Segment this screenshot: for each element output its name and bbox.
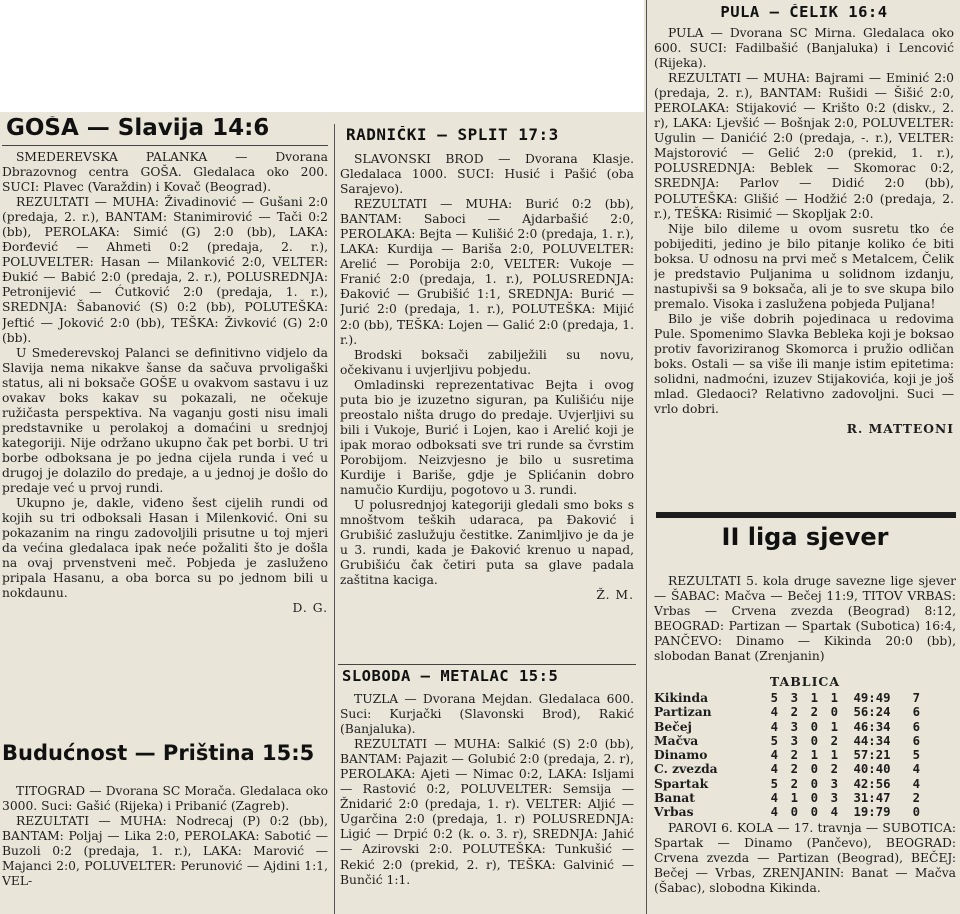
standings-row <box>654 734 926 748</box>
standings-goals: 31:47 <box>853 790 891 805</box>
sloboda-results: REZULTATI — MUHA: Salkić (S) 2:0 (bb), BANTAM: Pajazit — Golubić 2:0 (predaja, 2. r), PEROLAKA: Ajeti — Nimac 0:2, LAKA: Isljami — Rastović 0:2, POLUVELTER: Semsija — Žnidarić 2:0 (predaja, 1. r). VELTER: Aljić — Ugarčina 2:0 (predaja, 1. r) POLUSREDNJA: Ligić — Drpić 0:2 (k. o. 3. r), SREDNJA: Jahić — Azirovski 2:0. POLUTEŠKA: Tunkušić — Rekić 2:0 (prekid, 2. r), TEŠKA: Galvinić — Bunčić 1:1. <box>340 737 634 887</box>
standings-team: Bečej <box>654 718 692 734</box>
standings-pts: 6 <box>912 719 920 734</box>
standings-goals: 46:34 <box>853 719 891 734</box>
gosa-signature: D. G. <box>292 601 328 616</box>
standings-team: Mačva <box>654 732 699 748</box>
section-divider <box>656 512 956 518</box>
standings-d: 0 <box>810 776 818 791</box>
sloboda-venue: TUZLA — Dvorana Mejdan. Gledalaca 600. Suci: Kurjački (Slavonski Brod), Rakić (Banjaluka). <box>340 692 634 737</box>
standings-d: 0 <box>810 790 818 805</box>
standings-pts: 7 <box>912 691 920 706</box>
sloboda-headline: SLOBODA — METALAC 15:5 <box>342 668 559 685</box>
standings-w: 3 <box>790 691 798 706</box>
standings-l: 1 <box>830 691 838 706</box>
standings-row <box>654 805 926 819</box>
standings-goals: 49:49 <box>853 691 891 706</box>
standings-pts: 4 <box>912 762 920 777</box>
radnicki-results: REZULTATI — MUHA: Burić 0:2 (bb), BANTAM: Saboci — Ajdarbašić 2:0, PEROLAKA: Bejta — Kulišić 2:0 (predaja, 1. r.), LAKA: Kurdija — Bariša 2:0, POLUVELTER: Arelić — Porobija 2:0, VELTER: Vukoje — Franić 2:0 (predaja, 1. r.), POLUSREDNJA: Đaković — Grubišić 1:1, SREDNJA: Burić — Jurić 2:0 (predaja, 1. r.), POLUTEŠKA: Mijić 2:0 (bb), TEŠKA: Lojen — Galić 2:0 (predaja, 1. r.). <box>340 197 634 347</box>
buducnost-article <box>2 742 328 914</box>
radnicki-article <box>340 126 634 662</box>
gosa-headline: GOŠA — Slavija 14:6 <box>6 116 270 141</box>
standings-team: Kikinda <box>654 690 709 706</box>
standings-team: Spartak <box>654 775 709 791</box>
liga-headline: II liga sjever <box>721 524 889 551</box>
standings-team: Dinamo <box>654 747 708 763</box>
standings-table-title: TABLICA <box>769 674 841 690</box>
standings-row <box>654 762 926 776</box>
standings-w: 2 <box>790 705 798 720</box>
standings-pts: 0 <box>912 804 920 819</box>
standings-goals: 56:24 <box>853 705 891 720</box>
standings-l: 2 <box>830 762 838 777</box>
pula-headline: PULA — ČELIK 16:4 <box>720 4 888 21</box>
standings-p: 5 <box>770 776 778 791</box>
standings-pts: 4 <box>912 776 920 791</box>
standings-l: 4 <box>830 804 838 819</box>
gosa-results: REZULTATI — MUHA: Živadinović — Gušani 2:0 (predaja, 2. r.), BANTAM: Stanimirović — Tači 0:2 (bb), PEROLAKA: Simić (G) 2:0 (bb), LAKA: Đorđević — Ahmeti 0:2 (predaja, 2. r.), POLUVELTER: Hasan — Milanković 2:0, VELTER: Đukić — Babić 2:0 (predaja, 2. r.), POLUSREDNJA: Petronijević — Ćutković 2:0 (predaja, 1. r.), SREDNJA: Šabanović (S) 0:2 (bb), POLUTEŠKA: Jeftić — Joković 2:0 (bb), TEŠKA: Živković (G) 2:0 (bb). <box>2 195 328 345</box>
standings-d: 0 <box>810 733 818 748</box>
pula-report-2: Bilo je više dobrih pojedinaca u redovima Pule. Spomenimo Slavka Bebleka koji je boksao protiv favoriziranog Skomorca i pružio odličan boks. Ostali — sa više ili manje istim epitetima: solidni, nadmoćni, izuzev Stijakovića, koji je još mlad. Gledaoci? Relativno zadovoljni. Suci — vrlo dobri. <box>654 311 954 417</box>
standings-w: 2 <box>790 762 798 777</box>
standings-team: C. zvezda <box>654 761 718 777</box>
radnicki-summary: Brodski boksači zabilježili su novu, očekivanu i uvjerljivu pobjedu. <box>340 347 634 377</box>
pula-results: REZULTATI — MUHA: Bajrami — Eminić 2:0 (predaja, 2. r.), BANTAM: Rušidi — Šišić 2:0, PEROLAKA: Stijaković — Krišto 0:2 (diskv., 2. r), LAKA: Ljevšić — Bošnjak 2:0, POLUVELTER: Ugulin — Danićić 2:0 (predaja, -. r.), VELTER: Majstorović — Gelić 2:0 (prekid, 1. r.), POLUSREDNJA: Beblek — Skomorac 0:2, SREDNJA: Parlov — Didić 2:0 (bb), POLUTEŠKA: Glišić — Hodžić 2:0 (predaja, 2. r.), TEŠKA: Risimić — Skopljak 2:0. <box>654 71 954 221</box>
buducnost-venue: TITOGRAD — Dvorana SC Morača. Gledalaca oko 3000. Suci: Gašić (Rijeka) i Pribanić (Zagreb). <box>2 784 328 814</box>
standings-row <box>654 791 926 805</box>
standings-goals: 57:21 <box>853 748 891 763</box>
standings-w: 3 <box>790 733 798 748</box>
standings-p: 4 <box>770 748 778 763</box>
standings-d: 0 <box>810 804 818 819</box>
standings-d: 0 <box>810 762 818 777</box>
radnicki-report-2: U polusrednjoj kategoriji gledali smo boks s mnoštvom teških udaraca, pa Đaković i Grubišić zaslužuju čestitke. Zanimljivo je da je u 3. rundi, kada je Đaković krenuo u napad, Grubišiću čak četiri puta sa glave padala zaštitna kaciga. <box>340 498 634 588</box>
standings-w: 3 <box>790 719 798 734</box>
liga-next-round: PAROVI 6. KOLA — 17. travnja — SUBOTICA: Spartak — Dinamo (Pančevo), BEOGRAD: Crvena zvezda — Partizan (Beograd), BEČEJ: Bečej — Vrbas, ZRENJANIN: Banat — Mačva (Šabac), slobodna Kikinda. <box>654 821 956 896</box>
standings-goals: 19:79 <box>853 804 891 819</box>
standings-goals: 40:40 <box>853 762 891 777</box>
standings-l: 2 <box>830 733 838 748</box>
standings-pts: 5 <box>912 748 920 763</box>
standings-w: 2 <box>790 748 798 763</box>
pula-article <box>654 4 954 504</box>
standings-l: 1 <box>830 719 838 734</box>
standings-goals: 44:34 <box>853 733 891 748</box>
standings-row <box>654 720 926 734</box>
buducnost-headline: Budućnost — Priština 15:5 <box>2 742 315 765</box>
standings-row <box>654 691 926 705</box>
standings-team: Vrbas <box>654 803 694 819</box>
standings-l: 3 <box>830 776 838 791</box>
standings-d: 1 <box>810 691 818 706</box>
standings-row <box>654 777 926 791</box>
pula-venue: PULA — Dvorana SC Mirna. Gledalaca oko 600. SUCI: Fadilbašić (Banjaluka) i Lencović (Rijeka). <box>654 26 954 71</box>
standings-p: 4 <box>770 804 778 819</box>
standings-table <box>654 691 926 819</box>
standings-w: 2 <box>790 776 798 791</box>
pula-report: Nije bilo dileme u ovom susretu tko će pobijediti, jedino je bilo pitanje koliko će biti boksa. U odnosu na prvi meč s Metalcem, Čelik je predstavio Puljanima u solidnom izdanju, nastupivši sa 9 boksača, ali je to sve skupa bilo premalo. Visoka i zaslužena pobjeda Puljana! <box>654 221 954 311</box>
standings-d: 1 <box>810 748 818 763</box>
gosa-report-2: Ukupno je, dakle, viđeno šest cijelih rundi od kojih su tri odboksali Hasan i Milenković. Oni su pokazanim na ringu zadovoljili prisutne u toj mjeri da većina gledalaca ipak neće požaliti što je došla na ovaj prvenstveni meč. Pobjeda je zasluženo pripala Hasanu, a oba borca su po jednom bili u nokdaunu. <box>2 496 328 601</box>
standings-l: 1 <box>830 748 838 763</box>
standings-row <box>654 705 926 719</box>
standings-p: 5 <box>770 691 778 706</box>
sloboda-article <box>340 668 634 914</box>
standings-goals: 42:56 <box>853 776 891 791</box>
standings-l: 3 <box>830 790 838 805</box>
standings-l: 0 <box>830 705 838 720</box>
liga-results: REZULTATI 5. kola druge savezne lige sjever — ŠABAC: Mačva — Bečej 11:9, TITOV VRBAS: Vrbas — Crvena zvezda (Beograd) 8:12, BEOGRAD: Partizan — Spartak (Subotica) 16:4, PANČEVO: Dinamo — Kikinda 20:0 (bb), slobodan Banat (Zrenjanin) <box>654 574 956 664</box>
radnicki-venue: SLAVONSKI BROD — Dvorana Klasje. Gledalaca 1000. SUCI: Husić i Pašić (oba Sarajevo). <box>340 152 634 197</box>
standings-p: 5 <box>770 733 778 748</box>
radnicki-signature: Ž. M. <box>596 588 634 603</box>
standings-pts: 6 <box>912 705 920 720</box>
standings-p: 4 <box>770 705 778 720</box>
standings-pts: 2 <box>912 790 920 805</box>
liga-article <box>654 524 956 914</box>
pula-signature: R. MATTEONI <box>846 421 954 437</box>
standings-p: 4 <box>770 790 778 805</box>
standings-w: 1 <box>790 790 798 805</box>
standings-team: Banat <box>654 789 695 805</box>
gosa-venue: SMEDEREVSKA PALANKA — Dvorana Dbrazovnog centra GOŠA. Gledalaca oko 200. SUCI: Plavec (Varaždin) i Kovač (Beograd). <box>2 150 328 195</box>
standings-d: 0 <box>810 719 818 734</box>
standings-w: 0 <box>790 804 798 819</box>
standings-p: 4 <box>770 719 778 734</box>
standings-pts: 6 <box>912 733 920 748</box>
buducnost-results: REZULTATI — MUHA: Nodrecaj (P) 0:2 (bb), BANTAM: Poljaj — Lika 2:0, PEROLAKA: Sabotić — Buzoli 0:2 (predaja, 1. r.), LAKA: Marović — Majanci 2:0, POLUVELTER: Perunović — Ajdini 1:1, VEL- <box>2 814 328 889</box>
radnicki-report: Omladinski reprezentativac Bejta i ovog puta bio je izuzetno siguran, pa Kulišiću nije preostalo ništa drugo do predaje. Uvjerljivi su bili i Vukoje, Burić i Lojen, kao i Arelić koji je ipak morao odboksati sve tri runde sa čvrstim Porobijom. Neizvjesno je bilo u susretima Kurdije i Bariše, gdje je Splićanin dobro namučio Kurdiju, pogotovo u 3. rundi. <box>340 377 634 498</box>
standings-p: 4 <box>770 762 778 777</box>
gosa-article <box>2 116 328 738</box>
standings-row <box>654 748 926 762</box>
radnicki-headline: RADNIČKI — SPLIT 17:3 <box>346 126 559 144</box>
standings-d: 2 <box>810 705 818 720</box>
gosa-report: U Smederevskoj Palanci se definitivno vidjelo da Slavija nema nikakve šanse da sačuva prvoligaški status, ali ni boksače GOŠE u ovakvom sastavu i uz ovakav boks kakav su pokazali, ne očekuje ružičasta perspektiva. Na vaganju gosti nisu imali predstavnike u perolakoj a domaćini u srednjoj kategoriji. Nije održano ukupno čak pet borbi. U tri borbe odboksana je po jedna cijela runda i već u drugoj je dolazilo do predaje, a u jednoj je došlo do predaje već u prvoj rundi. <box>2 345 328 496</box>
standings-team: Partizan <box>654 704 712 720</box>
